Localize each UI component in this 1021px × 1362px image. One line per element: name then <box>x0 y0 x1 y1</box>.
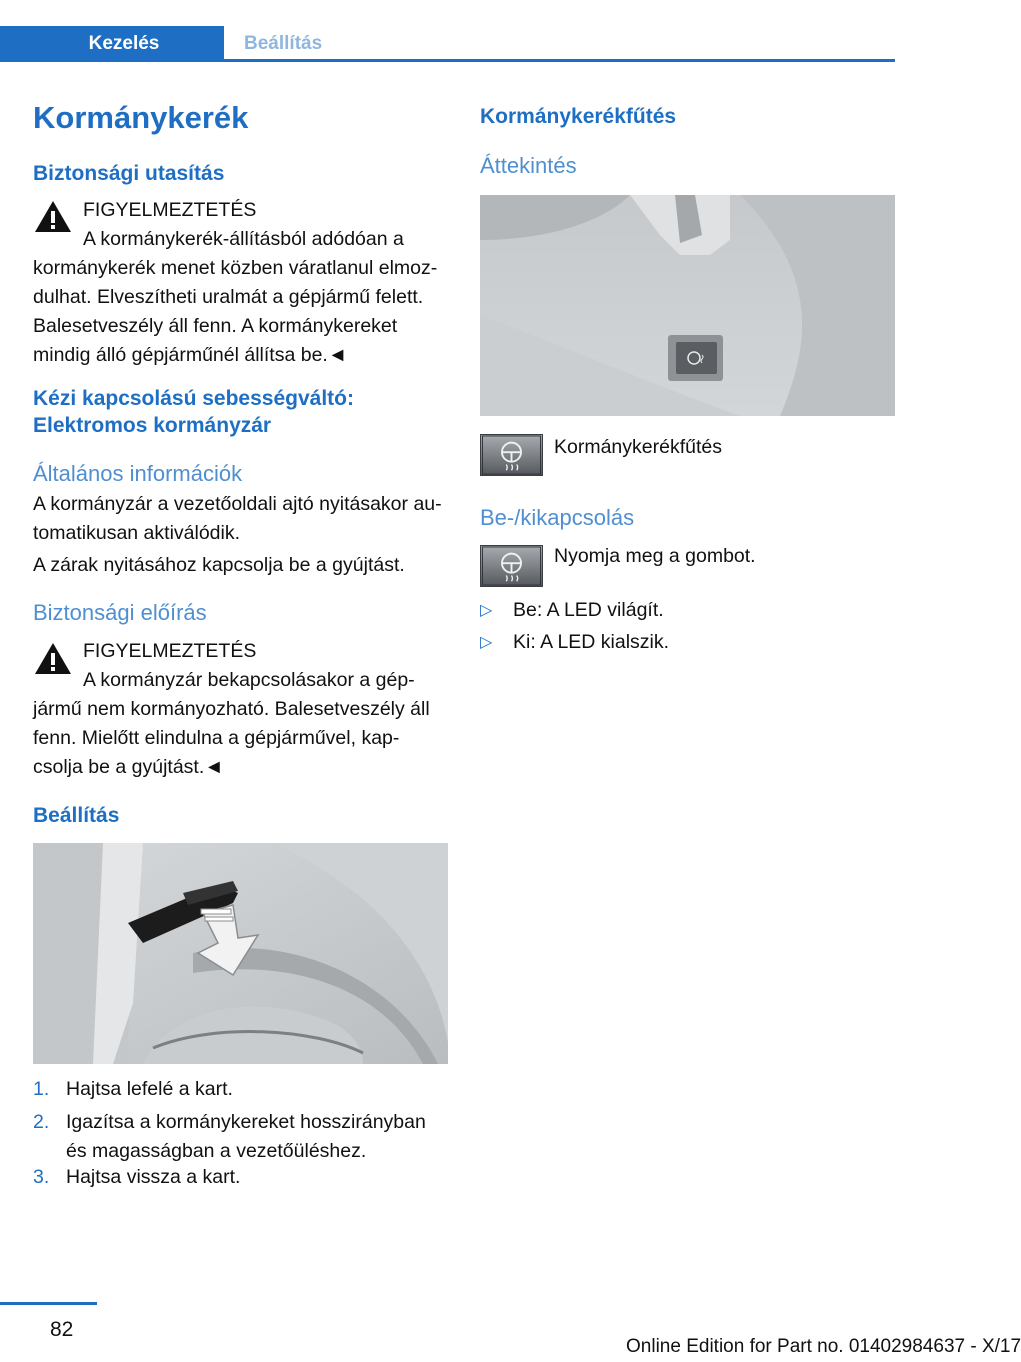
heated-steering-button-photo <box>480 195 895 416</box>
edition-note: Online Edition for Part no. 01402984637 - X/17 <box>626 1336 1021 1357</box>
heated-steering-wheel-icon <box>480 545 543 587</box>
header-tabbar <box>0 26 895 62</box>
warning2-line-1: A kormányzár bekapcsolásakor a gép- <box>83 669 415 691</box>
warning1-label: FIGYELMEZTETÉS <box>83 199 257 221</box>
warning1-line-2: kormánykerék menet közben váratlanul elmoz- <box>33 257 438 279</box>
warning-icon <box>33 199 73 235</box>
warning2-line-2: jármű nem kormányozható. Balesetveszély áll <box>33 698 430 720</box>
heated-steering-wheel-icon <box>480 434 543 476</box>
manual-heading-2: Elektromos kormányzár <box>33 414 272 437</box>
general-line-1: A kormányzár a vezetőoldali ajtó nyitásakor au- <box>33 493 442 515</box>
step-text: és magasságban a vezetőüléshez. <box>66 1140 367 1162</box>
list-item <box>480 628 895 657</box>
bullet-text: Ki: A LED kialszik. <box>513 631 670 653</box>
safety-rule-heading: Biztonsági előírás <box>33 600 207 625</box>
steering-lever-photo <box>33 843 448 1064</box>
general-line-2: tomatikusan aktiválódik. <box>33 522 241 544</box>
list-item <box>480 596 895 625</box>
onoff-heading: Be-/kikapcsolás <box>480 505 635 530</box>
step-number: 1. <box>33 1078 50 1100</box>
page-number: 82 <box>50 1318 74 1341</box>
section-title: Kormánykerékfűtés <box>480 105 677 128</box>
step-number: 3. <box>33 1166 50 1188</box>
warning1-line-1: A kormánykerék-állításból adódóan a <box>83 228 404 250</box>
triangle-bullet-icon: ▷ <box>480 634 493 651</box>
warning2-label: FIGYELMEZTETÉS <box>83 640 257 662</box>
step-text: Hajtsa lefelé a kart. <box>66 1078 233 1100</box>
warning2-line-3: fenn. Mielőtt elindulna a gépjárművel, kap- <box>33 727 400 749</box>
tab-beallitas[interactable]: Beállítás <box>244 33 323 54</box>
manual-heading-1: Kézi kapcsolású sebességváltó: <box>33 387 354 410</box>
header-rule <box>0 59 895 62</box>
list-item <box>33 1163 448 1192</box>
bullet-text: Be: A LED világít. <box>513 599 664 621</box>
press-text: Nyomja meg a gombot. <box>554 545 756 567</box>
step-text: Igazítsa a kormánykereket hosszirányban <box>66 1111 426 1133</box>
general-heading: Általános információk <box>33 461 243 486</box>
tab-kezeles[interactable]: Kezelés <box>0 26 224 62</box>
overview-heading: Áttekintés <box>480 153 577 178</box>
list-item <box>33 1075 448 1104</box>
safety-heading: Biztonsági utasítás <box>33 162 225 185</box>
general-line-3: A zárak nyitásához kapcsolja be a gyújtást. <box>33 554 405 576</box>
icon-caption: Kormánykerékfűtés <box>554 436 722 458</box>
page-title: Kormánykerék <box>33 100 249 135</box>
list-item <box>33 1108 448 1166</box>
footer-rule <box>0 1302 97 1305</box>
warning1-line-3: dulhat. Elveszítheti uralmát a gépjármű felett. <box>33 286 424 308</box>
warning1-line-5: mindig álló gépjárműnél állítsa be.◄ <box>33 344 348 366</box>
step-text: Hajtsa vissza a kart. <box>66 1166 241 1188</box>
warning2-line-4: csolja be a gyújtást.◄ <box>33 756 224 778</box>
step-number: 2. <box>33 1111 50 1133</box>
warning-icon <box>33 641 73 677</box>
triangle-bullet-icon: ▷ <box>480 602 493 619</box>
warning1-line-4: Balesetveszély áll fenn. A kormánykereket <box>33 315 398 337</box>
adjust-heading: Beállítás <box>33 804 120 827</box>
